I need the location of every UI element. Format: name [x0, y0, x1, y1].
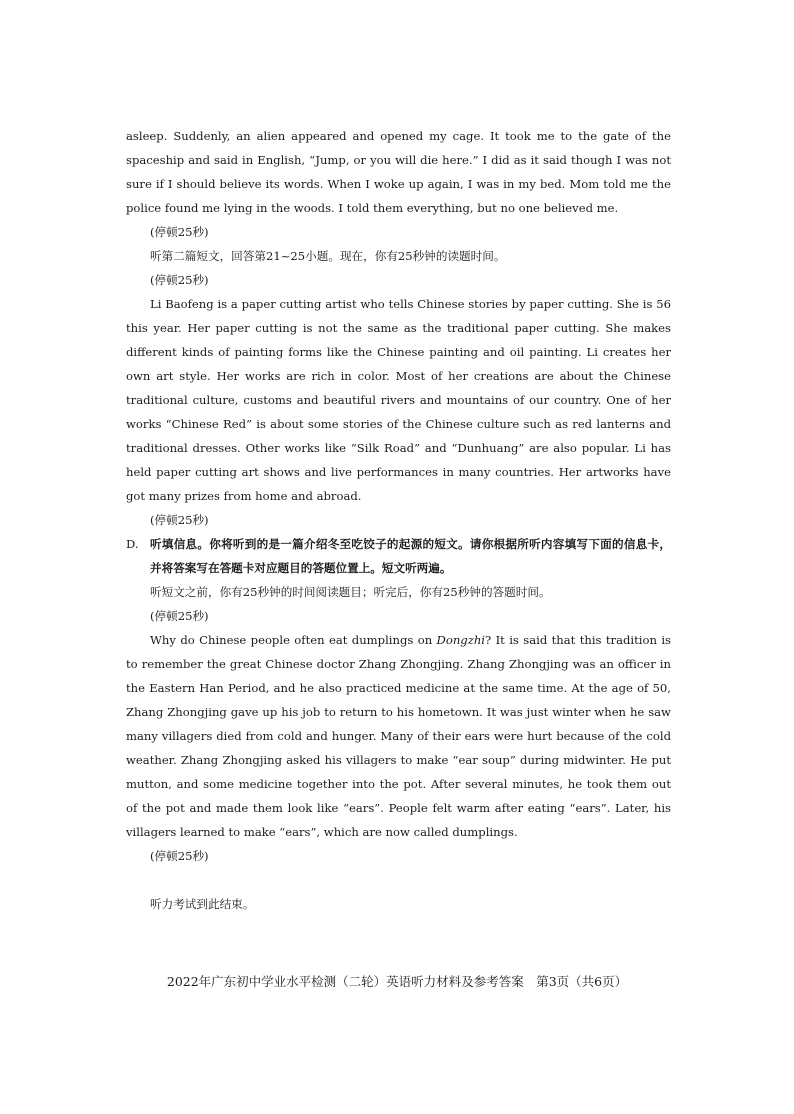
- section-d-text: [126, 628, 671, 844]
- pause-note: (停顿25秒): [150, 849, 209, 863]
- section-d-heading-block: [126, 532, 671, 580]
- section-d-marker: D.: [126, 537, 139, 551]
- dongzhi-term: Dongzhi: [436, 633, 485, 647]
- page-content: [126, 124, 671, 916]
- pause-note: (停顿25秒): [150, 225, 209, 239]
- spacer: [126, 868, 671, 892]
- pause-note: (停顿25秒): [150, 273, 209, 287]
- section-d-instruction: 听短文之前，你有25秒钟的时间阅读题目；听完后，你有25秒钟的答题时间。: [150, 585, 551, 599]
- text-start: Why do Chinese people often eat dumplings on: [150, 633, 437, 647]
- passage2-instruction: 听第二篇短文，回答第21~25小题。现在，你有25秒钟的读题时间。: [150, 249, 506, 263]
- pause-note: (停顿25秒): [150, 513, 209, 527]
- passage2-text: Li Baofeng is a paper cutting artist who tells Chinese stories by paper cutting. She is 56 this year. Her paper cutting is not the same as the traditional paper cutting. She makes different kinds of painting forms like the Chinese painting and oil painting. Li creates her own art style. Her works are rich in color. Most of her creations are about the Chinese traditional culture, customs and beautiful rivers and mountains of our country. One of her works “Chinese Red” is about some stories of the Chinese culture such as red lanterns and traditional dresses. Other works like “Silk Road” and “Dunhuang” are also popular. Li has held paper cutting art shows and live performances in many countries. Her artworks have got many prizes from home and abroad.: [126, 297, 671, 503]
- pause-note: (停顿25秒): [150, 609, 209, 623]
- text-rest: ? It is said that this tradition is to remember the great Chinese doctor Zhang Zhongjing. Zhang Zhongjing was an officer in the Eastern Han Period, and he also practiced medicine at the same time. At the age of 50, Zhang Zhongjing gave up his job to return to his hometown. It was just winter when he saw many villagers died from cold and hunger. Many of their ears were hurt because of the cold weather. Zhang Zhongjing asked his villagers to make “ear soup” during midwinter. He put mutton, and some medicine together into the pot. After several minutes, he took them out of the pot and made them look like “ears”. People felt warm after eating “ears”. Later, his villagers learned to make “ears”, which are now called dumplings.: [126, 633, 671, 839]
- closing-statement: 听力考试到此结束。: [150, 897, 255, 911]
- passage1-ending: asleep. Suddenly, an alien appeared and opened my cage. It took me to the gate of the spaceship and said in English, “Jump, or you will die here.” I did as it said though I was not sure if I should believe its words. When I woke up again, I was in my bed. Mom told me the police found me lying in the woods. I told them everything, but no one believed me.: [126, 129, 671, 215]
- page-footer: 2022年广东初中学业水平检测（二轮）英语听力材料及参考答案 第3页（共6页）: [166, 974, 628, 989]
- section-d-heading: 听填信息。你将听到的是一篇介绍冬至吃饺子的起源的短文。请你根据所听内容填写下面的信息卡，并将答案写在答题卡对应题目的答题位置上。短文听两遍。: [150, 537, 671, 575]
